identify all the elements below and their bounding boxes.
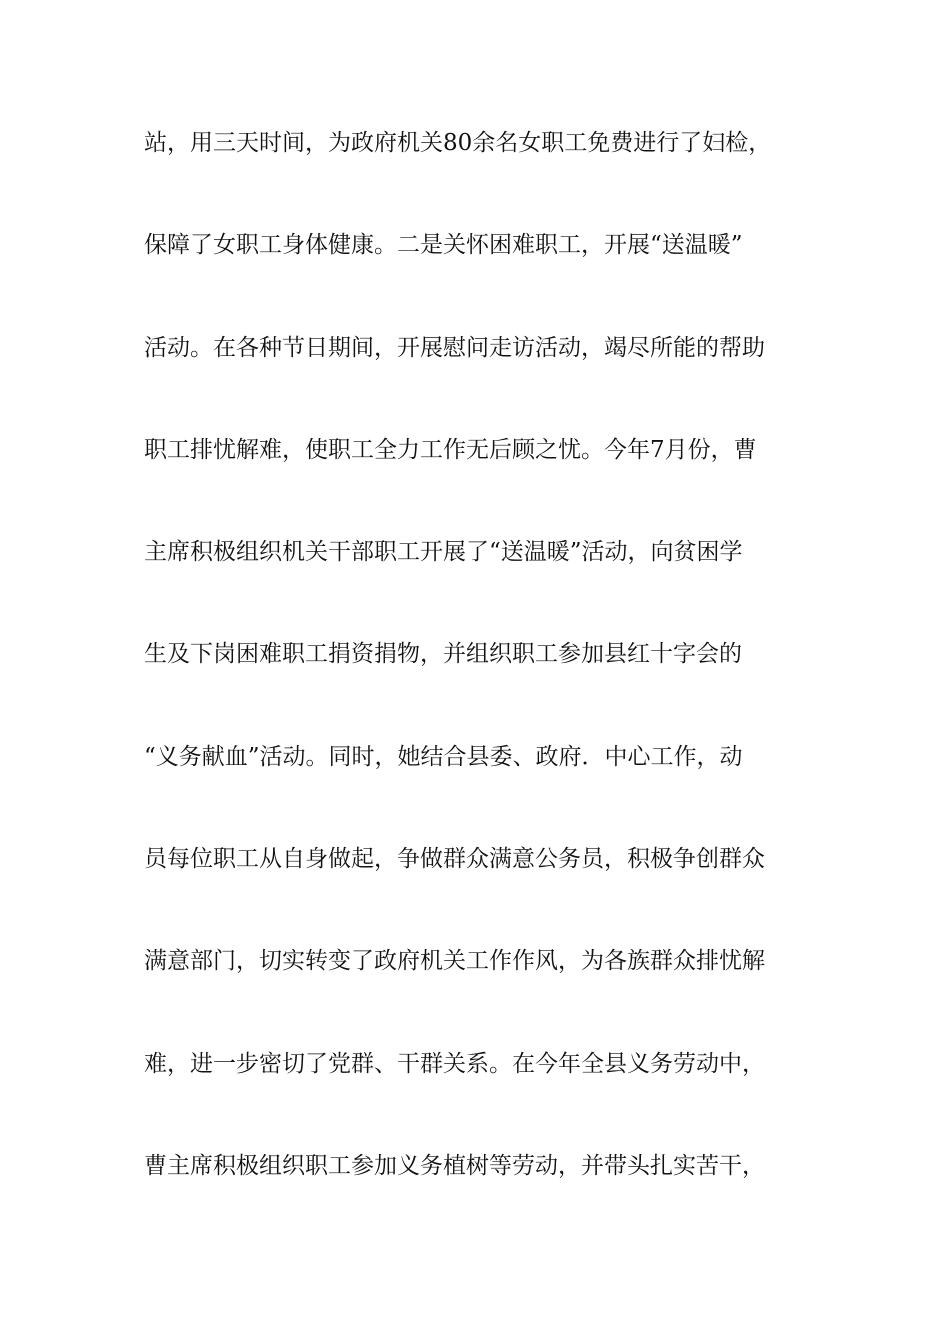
text-line: 活动。在各种节日期间，开展慰问走访活动，竭尽所能的帮助 bbox=[144, 334, 765, 361]
text-line: 站，用三天时间，为政府机关80余名女职工免费进行了妇检， bbox=[144, 130, 772, 156]
text-line: 曹主席积极组织职工参加义务植树等劳动，并带头扎实苦干， bbox=[144, 1152, 765, 1179]
text-line: 难，进一步密切了党群、干群关系。在今年全县义务劳动中， bbox=[144, 1050, 765, 1077]
text-line: 职工排忧解难，使职工全力工作无后顾之忧。今年7月份，曹 bbox=[144, 436, 757, 463]
text-line: “义务献血”活动。同时，她结合县委、政府．中心工作，动 bbox=[144, 743, 743, 770]
text-line: 生及下岗困难职工捐资捐物，并组织职工参加县红十字会的 bbox=[144, 641, 742, 668]
text-line: 满意部门，切实转变了政府机关工作作风，为各族群众排忧解 bbox=[144, 948, 765, 975]
text-line: 保障了女职工身体健康。二是关怀困难职工，开展“送温暖” bbox=[144, 232, 743, 259]
text-line: 员每位职工从自身做起，争做群众满意公务员，积极争创群众 bbox=[144, 846, 765, 873]
text-line: 主席积极组织机关干部职工开展了“送温暖”活动，向贫困学 bbox=[144, 539, 743, 566]
body-text bbox=[144, 130, 809, 1255]
